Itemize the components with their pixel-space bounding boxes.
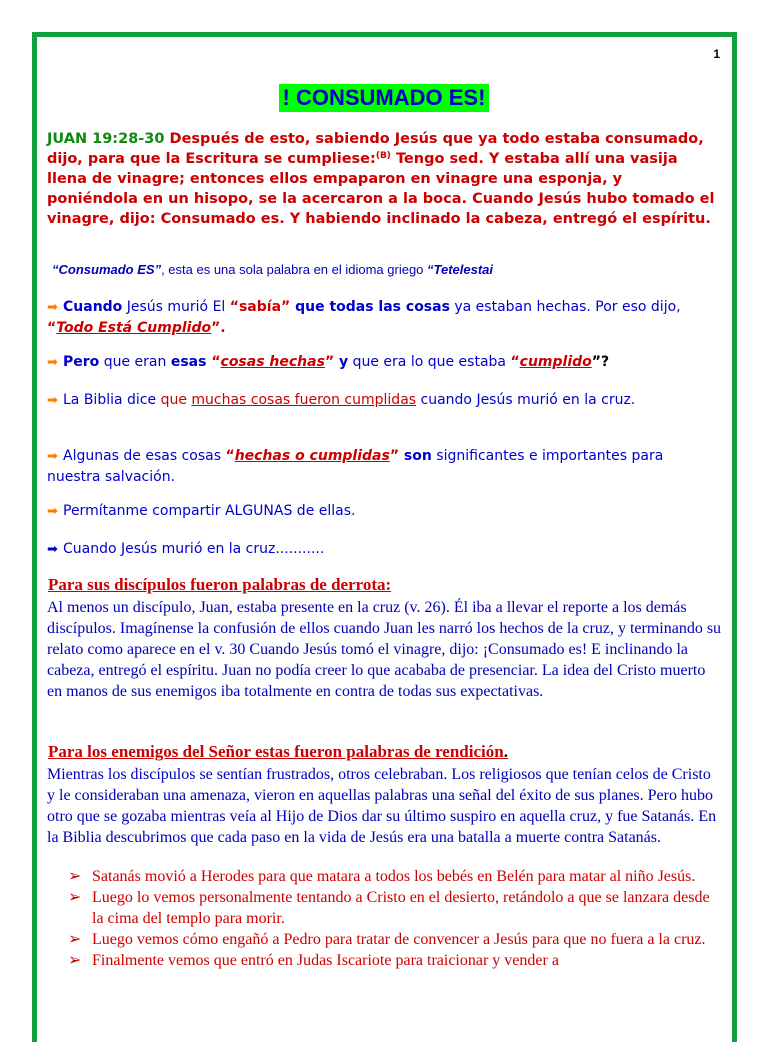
b2-t2: que eran	[99, 354, 171, 370]
b4-q1c: ”	[389, 448, 400, 464]
section2-heading-text: Para los enemigos del Señor estas fueron palabras de rendición	[48, 742, 504, 761]
b4-q1: hechas o cumplidas	[234, 448, 390, 464]
bullet-3	[47, 390, 719, 411]
section2-heading	[48, 742, 508, 762]
b4-t1: Algunas de esas cosas	[63, 448, 226, 464]
section2-body: Mientras los discípulos se sentían frustrados, otros celebraban. Los religiosos que tenían celos de Cristo y le consideraban una amenaza, vieron en aquellas palabras una señal del éxito de sus planes. Pero hubo otro que se gozaba mientras veía al Hijo de Dios dar su último suspiro en aquella cruz, y fue Satanás. En la Biblia descubrimos que cada paso en la vida de Jesús era una batalla a muerte contra Satanás.	[47, 766, 717, 846]
greek-word: “Tetelestai	[427, 262, 494, 277]
bullet-6	[47, 539, 719, 560]
b2-q1c: ”	[324, 354, 335, 370]
b1-q2o: “	[47, 320, 57, 336]
b2-q1o: “	[211, 354, 221, 370]
list-item: ➢ Finalmente vemos que entró en Judas Iscariote para traicionar y vender a	[68, 952, 559, 969]
section2-heading-end: .	[503, 742, 508, 761]
list-item: ➢ Luego vemos cómo engañó a Pedro para tratar de convencer a Jesús para que no fuera a la cruz.	[68, 931, 706, 948]
greek-term: “Consumado ES”	[52, 262, 162, 277]
verse-text-2: Tengo sed. Y estaba allí una vasija llena de vinagre; entonces ellos empaparon en vinagre una esponja, y poniéndola en un hisopo, se la acercaron a la boca. Cuando Jesús hubo tomado el vinagre, dijo: Consumado es. Y habiendo inclinado la cabeza, entregó el espíritu.	[47, 151, 715, 227]
greek-note	[52, 262, 722, 277]
b4-t2: son	[399, 448, 432, 464]
arrowhead-bullet-icon: ➢	[68, 952, 82, 969]
b2-t5: que era lo que estaba	[348, 354, 511, 370]
arrow-right-icon: ➡	[47, 504, 58, 519]
b6-text: Cuando Jesús murió en la cruz...........	[63, 541, 325, 557]
bullet-4	[47, 446, 719, 487]
bullet-5	[47, 501, 719, 522]
b4-t3: significantes e importantes para nuestra salvación.	[47, 448, 664, 485]
bullet-1	[47, 297, 719, 338]
b3-t1: La Biblia dice	[63, 392, 161, 408]
b1-w1: Cuando	[63, 299, 123, 315]
arrowhead-bullet-icon: ➢	[68, 889, 82, 906]
b5-text: Permítanme compartir ALGUNAS de ellas.	[63, 503, 356, 519]
scripture-verse	[47, 129, 717, 229]
arrowhead-bullet-icon: ➢	[68, 868, 82, 885]
b1-q2c: ”.	[211, 320, 226, 336]
b2-t3: esas	[170, 354, 212, 370]
b2-t4: y	[334, 354, 349, 370]
list-item: ➢ Luego lo vemos personalmente tentando a Cristo en el desierto, retándolo a que se lanzara desde la cima del templo para morir.	[68, 889, 710, 927]
b1-t2: que todas las	[290, 299, 402, 315]
satan-list	[68, 866, 723, 971]
arrowhead-bullet-icon: ➢	[68, 931, 82, 948]
arrow-right-icon: ➡	[47, 355, 58, 370]
b2-t1: Pero	[63, 354, 100, 370]
bullet-2	[47, 352, 719, 373]
section1-body: Al menos un discípulo, Juan, estaba presente en la cruz (v. 26). Él iba a llevar el reporte a los demás discípulos. Imagínense la confusión de ellos cuando Juan les narró los hechos de la cruz, y terminando su relato como aparece en el v. 30 Cuando Jesús tomó el vinagre, dijo: ¡Consumado es! E inclinando la cabeza, entregó el espíritu. Juan no podía creer lo que acababa de presenciar. La idea del Cristo muerto en manos de sus enemigos iba totalmente en contra de todas sus expectativas.	[47, 599, 722, 700]
verse-text-1: Después de esto, sabiendo Jesús que ya todo estaba consumado, dijo, para que la Escritura se cumpliese:	[47, 131, 704, 167]
arrow-right-icon: ➡	[47, 449, 58, 464]
title-wrap	[0, 84, 768, 112]
b1-t1: Jesús murió El	[122, 299, 230, 315]
b2-q2c: ”?	[591, 354, 610, 370]
b2-q1: cosas hechas	[220, 354, 325, 370]
verse-footnote: (B)	[375, 151, 391, 161]
b2-q2o: “	[510, 354, 520, 370]
arrow-right-icon: ➡	[47, 300, 58, 315]
b3-t3: muchas cosas fueron cumplidas	[191, 392, 417, 408]
b1-q1: “sabía”	[229, 299, 291, 315]
b1-t3: cosas	[401, 299, 450, 315]
page-title: ! CONSUMADO ES!	[279, 84, 490, 112]
b1-t4: ya estaban hechas. Por eso dijo,	[449, 299, 681, 315]
greek-middle: , esta es una sola palabra en el idioma griego	[161, 262, 428, 277]
page-number: 1	[713, 47, 720, 61]
verse-reference: JUAN 19:28-30	[47, 131, 165, 147]
b2-q2: cumplido	[519, 354, 592, 370]
b4-q1o: “	[225, 448, 235, 464]
b3-t2: que	[160, 392, 192, 408]
b1-q2: Todo Está Cumplido	[56, 320, 212, 336]
arrow-right-icon: ➡	[47, 393, 58, 408]
b3-t4: cuando Jesús murió en la cruz.	[416, 392, 636, 408]
arrow-right-icon: ➡	[47, 542, 58, 557]
list-item: ➢ Satanás movió a Herodes para que matara a todos los bebés en Belén para matar al niño Jesús.	[68, 868, 696, 885]
section1-heading: Para sus discípulos fueron palabras de derrota:	[48, 575, 392, 594]
